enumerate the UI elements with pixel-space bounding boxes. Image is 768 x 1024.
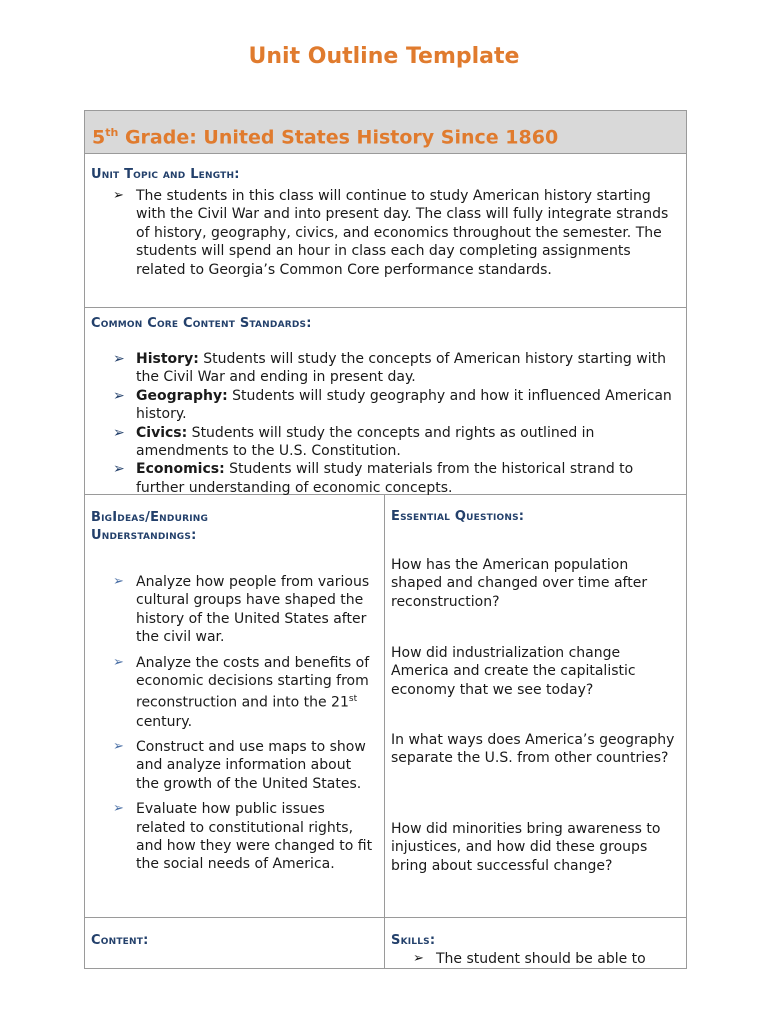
- grade-title: 5th Grade: United States History Since 1860: [92, 126, 559, 149]
- big-idea-item: ➢ Analyze the costs and benefits of economic decisions starting from reconstruction and into the 21st century.: [136, 654, 376, 731]
- essential-question: How did industrialization change America and create the capitalistic economy that we see today?: [391, 645, 636, 698]
- standard-geography: ➢ Geography: Students will study geography and how it influenced American history.: [136, 387, 681, 424]
- skills-column: [385, 918, 686, 968]
- standards-section: [85, 308, 686, 495]
- standard-history: ➢ History: Students will study the concepts of American history starting with the Civil War and ending in present day.: [136, 350, 681, 387]
- standard-civics: ➢ Civics: Students will study the concepts and rights as outlined in amendments to the U.S. Constitution.: [136, 424, 681, 461]
- content-skills-section: [85, 918, 686, 969]
- unit-topic-bullet: ➢ The students in this class will continue to study American history starting with the Civil War and into present day. The class will fully integrate strands of history, geography, civics, and economics throughout the semester. The students will spend an hour in class each day completing assignments related to Georgia’s Common Core performance standards.: [136, 187, 681, 279]
- document-title: Unit Outline Template: [248, 44, 520, 69]
- big-idea-item: ➢ Evaluate how public issues related to constitutional rights, and how they were changed to fit the social needs of America.: [136, 800, 376, 874]
- standards-heading: Common Core Content Standards:: [91, 316, 312, 331]
- unit-topic-heading: Unit Topic and Length:: [91, 167, 240, 182]
- grade-header: [85, 111, 686, 154]
- big-idea-item: ➢ Construct and use maps to show and analyze information about the growth of the United States.: [136, 738, 376, 793]
- unit-topic-section: [85, 154, 686, 308]
- essential-questions-heading: Essential Questions:: [391, 509, 525, 524]
- unit-outline-table: [84, 110, 687, 969]
- content-heading: Content:: [91, 933, 149, 948]
- content-column: [85, 918, 385, 968]
- skills-heading: Skills:: [391, 933, 436, 948]
- essential-question: In what ways does America’s geography separate the U.S. from other countries?: [391, 732, 675, 767]
- essential-questions-column: [385, 495, 686, 917]
- big-ideas-heading: BigIdeas/Enduring Understandings:: [91, 510, 209, 543]
- big-ideas-column: [85, 495, 385, 917]
- big-idea-item: ➢ Analyze how people from various cultural groups have shaped the history of the United States after the civil war.: [136, 573, 376, 647]
- essential-question: How has the American population shaped and changed over time after reconstruction?: [391, 557, 648, 610]
- essential-question: How did minorities bring awareness to injustices, and how did these groups bring about successful change?: [391, 821, 661, 874]
- ideas-questions-section: [85, 495, 686, 918]
- skills-bullet: ➢ The student should be able to: [436, 950, 681, 968]
- standard-economics: ➢ Economics: Students will study materials from the historical strand to further understanding of economic concepts.: [136, 460, 681, 497]
